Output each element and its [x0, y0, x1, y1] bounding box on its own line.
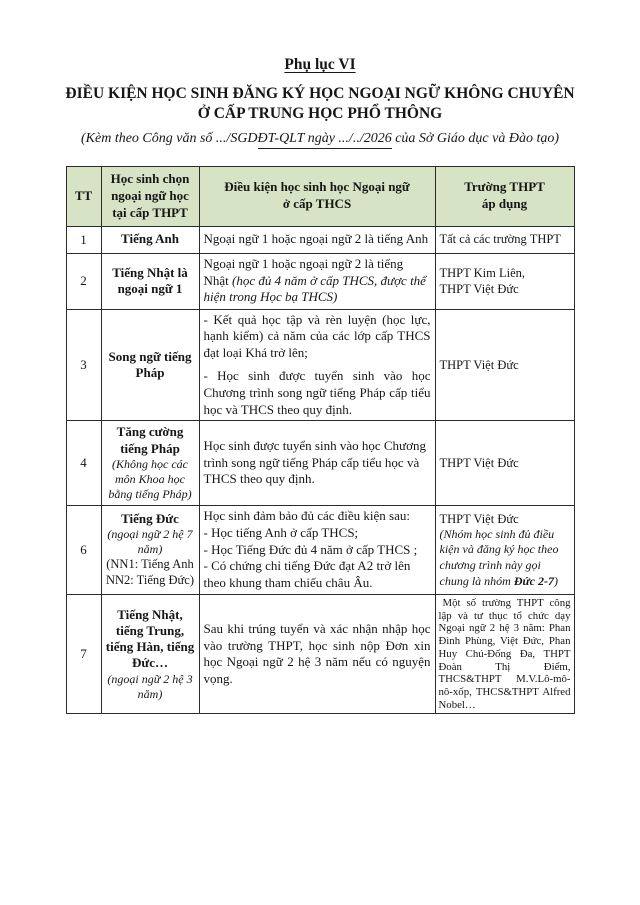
heading-line-2: Ở CẤP TRUNG HỌC PHỔ THÔNG	[197, 105, 443, 123]
cell-language: Tiếng Anh	[101, 226, 199, 253]
cell-language: Tăng cường tiếng Pháp (Không học các môn Khoa học bằng tiếng Pháp)	[101, 421, 199, 506]
cell-schools: THPT Việt Đức	[435, 309, 574, 421]
table-row	[66, 253, 574, 309]
document-subtitle	[0, 131, 640, 149]
cell-tt: 4	[66, 421, 101, 506]
table-row	[66, 226, 574, 253]
table-row	[66, 594, 574, 714]
column-header-language: Học sinh chọn ngoại ngữ học tại cấp THPT	[101, 166, 199, 226]
cell-condition: Ngoại ngữ 1 hoặc ngoại ngữ 2 là tiếng Anh	[199, 226, 435, 253]
cell-tt: 3	[66, 309, 101, 421]
cell-schools: THPT Kim Liên, THPT Việt Đức	[435, 253, 574, 309]
cell-language: Tiếng Nhật, tiếng Trung, tiếng Hàn, tiếng Đức… (ngoại ngữ 2 hệ 3 năm)	[101, 594, 199, 714]
table-row	[66, 309, 574, 421]
subtitle-prefix: (Kèm theo Công văn số .../SGD	[81, 130, 258, 146]
cell-language: Song ngữ tiếng Pháp	[101, 309, 199, 421]
heading-line-1: ĐIỀU KIỆN HỌC SINH ĐĂNG KÝ HỌC NGOẠI NGỮ KHÔNG CHUYÊN	[65, 85, 575, 102]
table-row	[66, 421, 574, 506]
cell-schools: Tất cả các trường THPT	[435, 226, 574, 253]
cell-condition: Ngoại ngữ 1 hoặc ngoại ngữ 2 là tiếng Nhật (học đủ 4 năm ở cấp THCS, được thể hiện trong Học bạ THCS)	[199, 253, 435, 309]
column-header-schools: Trường THPT áp dụng	[435, 166, 574, 226]
cell-tt: 6	[66, 505, 101, 594]
schools-note: (Nhóm học sinh đủ điều kiện và đăng ký học theo chương trình này gọi chung là nhóm Đức 2-7)	[439, 526, 559, 588]
cell-schools: Một số trường THPT công lập và tư thục tổ chức dạy Ngoại ngữ 2 hệ 3 năm: Phan Đình Phùng, Việt Đức, Phan Huy Chú-Đống Đa, THPT Đoàn Thị Điểm, THCS&THPT M.V.Lô-mô-nô-xốp, THCS&THPT Alfred Nobel…	[435, 594, 574, 714]
cell-language: Tiếng Nhật là ngoại ngữ 1	[101, 253, 199, 309]
subtitle-suffix: của Sở Giáo dục và Đào tạo)	[391, 130, 559, 146]
cell-condition: Học sinh được tuyển sinh vào học Chương trình song ngữ tiếng Pháp cấp tiểu học và THCS theo quy định.	[199, 421, 435, 506]
appendix-title: Phụ lục VI	[284, 56, 356, 73]
cell-language: Tiếng Đức (ngoại ngữ 2 hệ 7 năm) (NN1: Tiếng Anh NN2: Tiếng Đức)	[101, 505, 199, 594]
cell-condition: Học sinh đảm bảo đủ các điều kiện sau: - Học tiếng Anh ở cấp THCS; - Học Tiếng Đức đủ 4 năm ở cấp THCS ; - Có chứng chỉ tiếng Đức đạt A2 trở lên theo khung tham chiếu châu Âu.	[199, 505, 435, 594]
cell-schools: THPT Việt Đức	[435, 421, 574, 506]
cell-condition: - Kết quả học tập và rèn luyện (học lực, hạnh kiểm) cả năm của các lớp cấp THCS đạt loại Khá trở lên; - Học sinh được tuyển sinh vào học Chương trình song ngữ tiếng Pháp cấp tiểu học và THCS theo quy định.	[199, 309, 435, 421]
subtitle-underlined-segment: ĐT-QLT ngày .../../2026	[258, 131, 392, 149]
conditions-table	[66, 166, 575, 715]
column-header-tt: TT	[66, 166, 101, 226]
cell-schools: THPT Việt Đức (Nhóm học sinh đủ điều kiện và đăng ký học theo chương trình này gọi chung là nhóm Đức 2-7)	[435, 505, 574, 594]
table-header-row	[66, 166, 574, 226]
cell-condition: Sau khi trúng tuyển và xác nhận nhập học vào trường THPT, học sinh nộp Đơn xin học Ngoại ngữ 2 hệ 3 năm nếu có nguyện vọng.	[199, 594, 435, 714]
table-row	[66, 505, 574, 594]
column-header-conditions: Điều kiện học sinh học Ngoại ngữ ở cấp THCS	[199, 166, 435, 226]
cell-tt: 2	[66, 253, 101, 309]
document-heading	[0, 84, 640, 125]
cell-tt: 1	[66, 226, 101, 253]
cell-tt: 7	[66, 594, 101, 714]
